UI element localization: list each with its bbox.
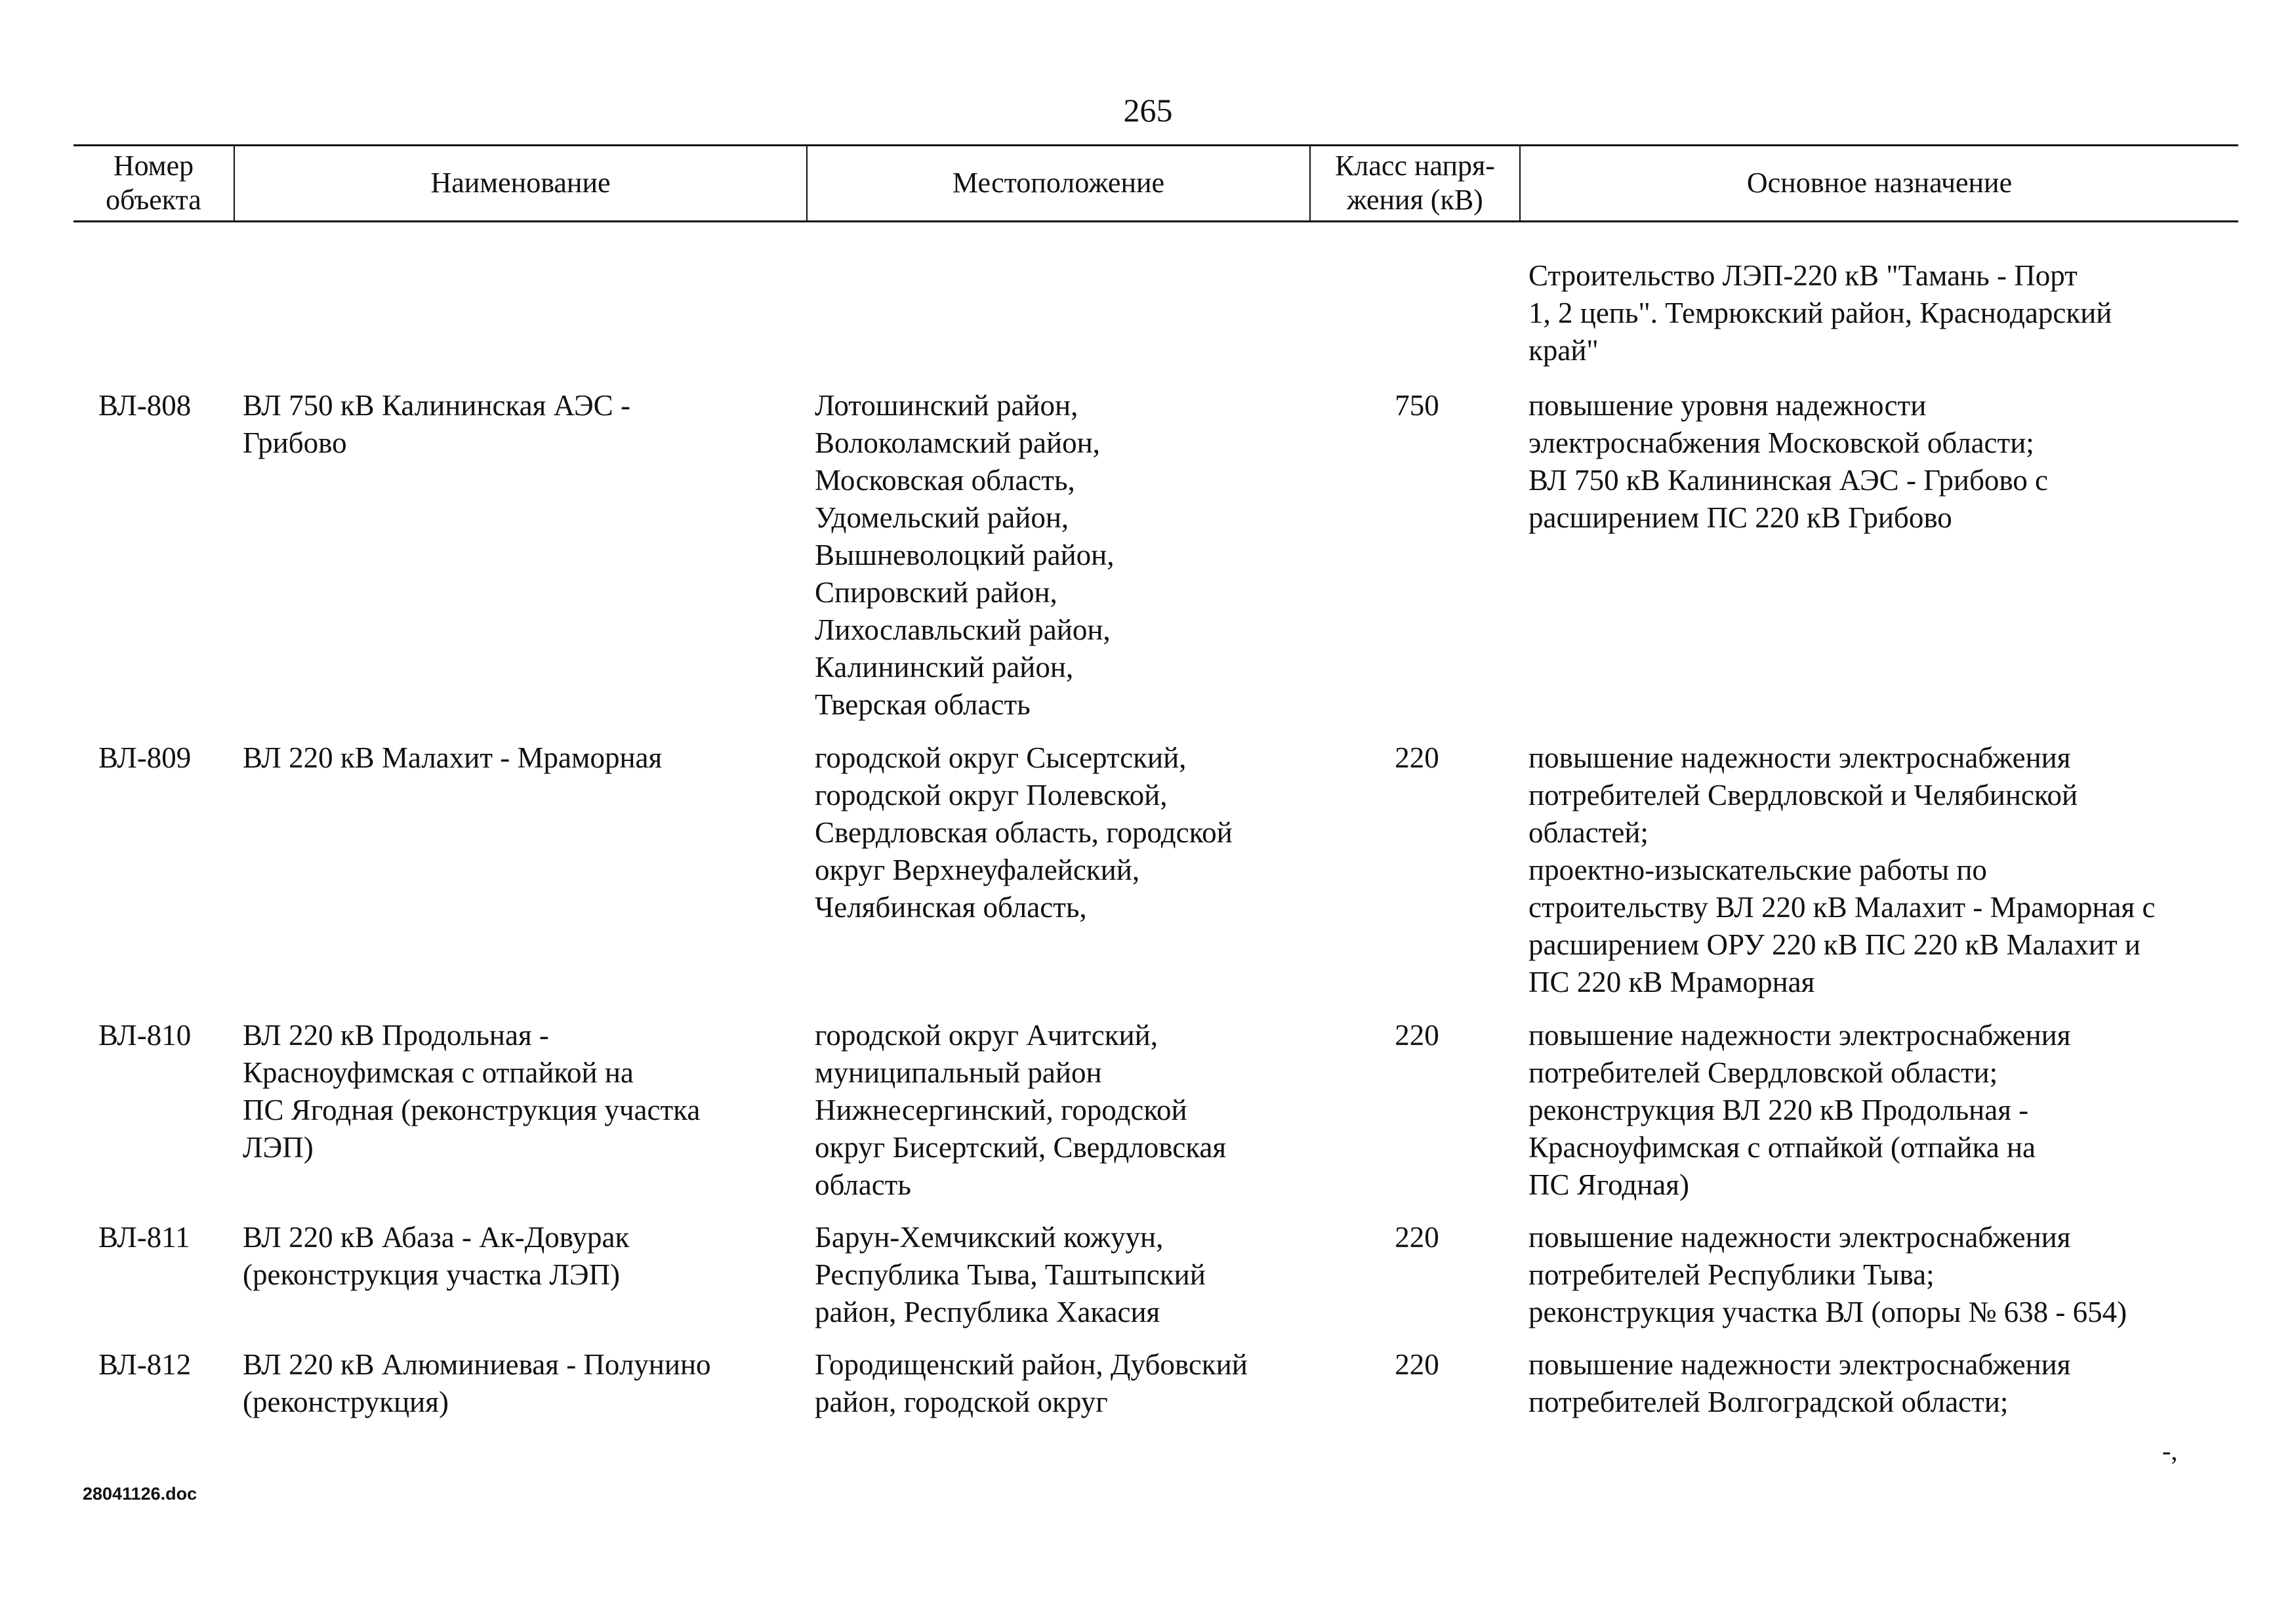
object-number: ВЛ-809 — [98, 741, 192, 774]
header-number: Номер объекта — [106, 150, 201, 216]
object-purpose: повышение надежности электроснабжения потребителей Свердловской области; реконструкция ВЛ 220 кВ Продольная - Красноуфимская с отпайкой (отпайка на ПС Ягодная) — [1528, 1019, 2071, 1201]
object-name: ВЛ 750 кВ Калининская АЭС - Грибово — [243, 389, 630, 459]
header-name: Наименование — [430, 167, 611, 199]
document-id: 28041126.doc — [83, 1484, 197, 1504]
object-name: ВЛ 220 кВ Малахит - Мраморная — [243, 741, 663, 774]
object-location: Городищенский район, Дубовский район, городской округ — [815, 1348, 1248, 1418]
voltage-class: 220 — [1395, 741, 1439, 774]
header-bottom-rule — [73, 220, 2238, 222]
page-number: 265 — [1123, 92, 1173, 129]
object-name: ВЛ 220 кВ Продольная - Красноуфимская с отпайкой на ПС Ягодная (реконструкция участка ЛЭП) — [243, 1019, 701, 1164]
object-name: ВЛ 220 кВ Абаза - Ак-Довурак (реконструкция участка ЛЭП) — [243, 1221, 630, 1291]
header-location: Местоположение — [952, 167, 1165, 199]
object-purpose: повышение уровня надежности электроснабжения Московской области; ВЛ 750 кВ Калининская АЭС - Грибово с расширением ПС 220 кВ Грибово — [1528, 389, 2049, 534]
object-number: ВЛ-808 — [98, 389, 192, 422]
object-location: городской округ Сысертский, городской округ Полевской, Свердловская область, городской округ Верхнеуфалейский, Челябинская область, — [815, 741, 1233, 924]
object-location: Лотошинский район, Волоколамский район, Московская область, Удомельский район, Вышневолоцкий район, Спировский район, Лихославльский район, Калининский район, Тверская область — [815, 389, 1115, 721]
object-location: городской округ Ачитский, муниципальный район Нижнесергинский, городской округ Бисертский, Свердловская область — [815, 1019, 1227, 1201]
voltage-class: 220 — [1395, 1221, 1439, 1254]
carryover-purpose: Строительство ЛЭП-220 кВ "Тамань - Порт 1, 2 цепь". Темрюкский район, Краснодарский край" — [1528, 259, 2112, 367]
object-purpose: повышение надежности электроснабжения потребителей Свердловской и Челябинской областей; проектно-изыскательские работы по строительству ВЛ 220 кВ Малахит - Мраморная с расширением ОРУ 220 кВ ПС 220 кВ Малахит и ПС 220 кВ Мраморная — [1528, 741, 2156, 998]
object-purpose: повышение надежности электроснабжения потребителей Волгоградской области; — [1528, 1348, 2071, 1418]
object-name: ВЛ 220 кВ Алюминиевая - Полунино (реконструкция) — [243, 1348, 711, 1418]
object-number: ВЛ-812 — [98, 1348, 192, 1381]
header-voltage: Класс напря- жения (кВ) — [1335, 150, 1495, 216]
voltage-class: 220 — [1395, 1019, 1439, 1052]
object-number: ВЛ-811 — [98, 1221, 190, 1254]
object-location: Барун-Хемчикский кожуун, Республика Тыва, Таштыпский район, Республика Хакасия — [815, 1221, 1206, 1328]
object-number: ВЛ-810 — [98, 1019, 192, 1052]
corner-mark: -, — [2162, 1436, 2178, 1466]
voltage-class: 750 — [1395, 389, 1439, 422]
header-purpose: Основное назначение — [1746, 167, 2013, 199]
object-purpose: повышение надежности электроснабжения потребителей Республики Тыва; реконструкция участка ВЛ (опоры № 638 - 654) — [1528, 1221, 2127, 1328]
voltage-class: 220 — [1395, 1348, 1439, 1381]
